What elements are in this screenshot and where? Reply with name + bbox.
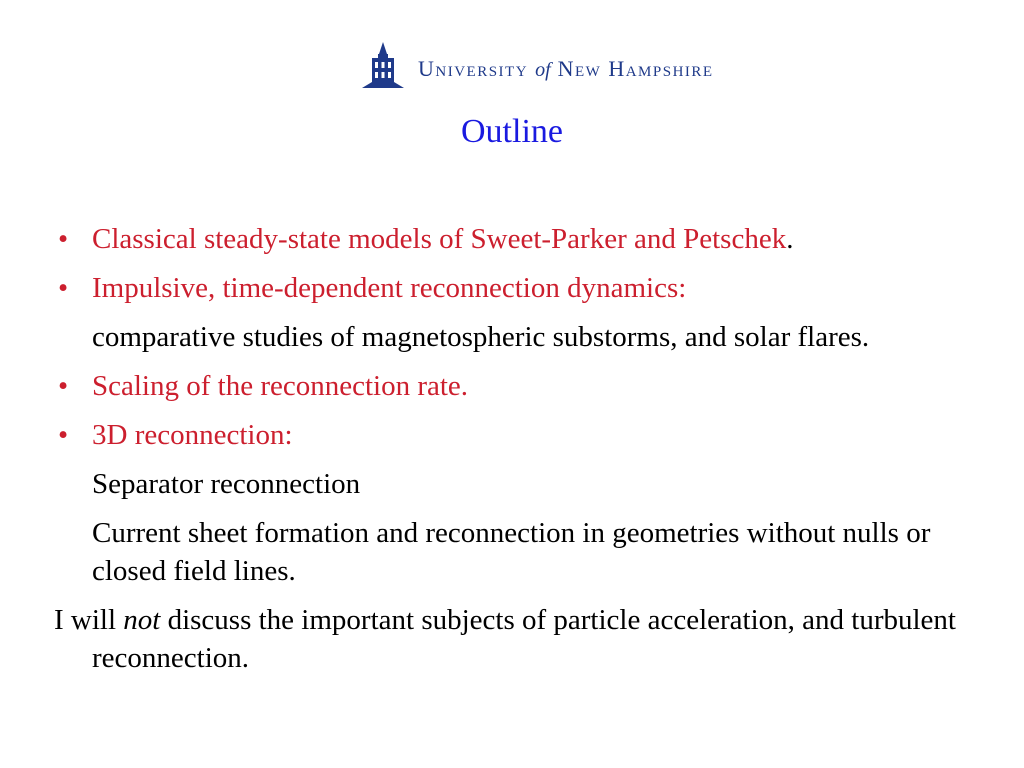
university-name: University of New Hampshire [418, 56, 714, 81]
bullet-item-3d-reconnection: • 3D reconnection: [54, 416, 984, 454]
sub-item-separator: Separator reconnection [92, 468, 361, 500]
bullet-item-impulsive-dynamics: • Impulsive, time-dependent reconnection dynamics: [54, 269, 984, 307]
sub-item-current-sheet: Current sheet formation and reconnection in geometries without nulls or closed field lines. [92, 517, 931, 587]
bullet-marker: • [58, 272, 69, 304]
bullet-marker: • [58, 419, 69, 451]
closing-note: I will not discuss the important subjects of particle acceleration, and turbulent reconnection. [54, 604, 956, 674]
sub-item-substorms: comparative studies of magnetospheric substorms, and solar flares. [92, 321, 870, 353]
bullet-item-scaling: • Scaling of the reconnection rate. [54, 367, 984, 405]
bullet-marker: • [58, 370, 69, 402]
bullet-item-classical-models: • Classical steady-state models of Sweet-Parker and Petschek. [54, 220, 984, 258]
emphasis-not: not [123, 604, 161, 636]
bullet-marker: • [58, 223, 69, 255]
tower-icon [358, 40, 408, 90]
slide-body [54, 220, 984, 677]
slide-title: Outline [461, 113, 563, 150]
university-logo [358, 40, 714, 90]
